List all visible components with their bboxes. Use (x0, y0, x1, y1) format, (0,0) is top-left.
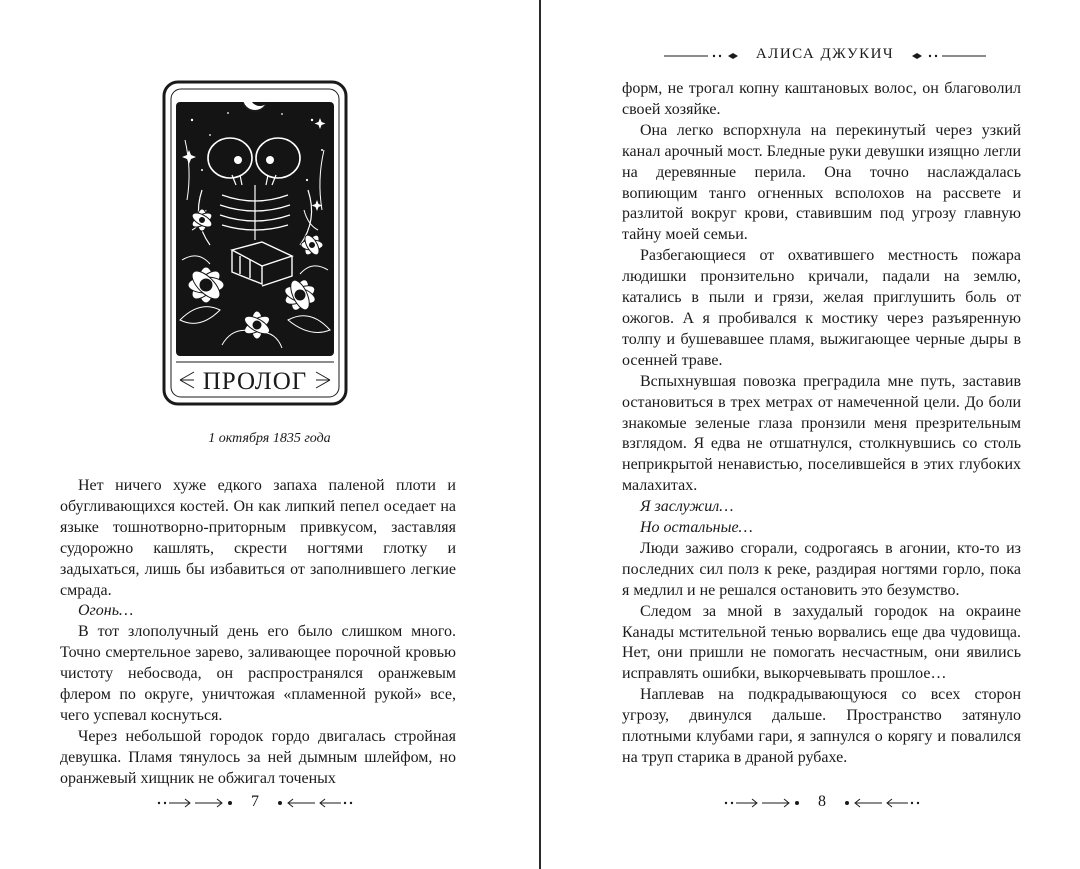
running-head-author: АЛИСА ДЖУКИЧ (755, 46, 895, 62)
page-number: 7 (251, 793, 259, 810)
paragraph-italic: Но остальные… (640, 519, 753, 537)
page-number: 8 (818, 793, 826, 810)
paragraph: Люди заживо сгорали, содрогаясь в агонии, кто-то из последних сил полз к реке, раздирая ногтями горло, пока я медлил и не решался остановить это безумство. (622, 539, 1021, 599)
right-page-body (622, 79, 1021, 769)
prologue-illustration (162, 80, 348, 406)
book-spine (539, 0, 541, 869)
tarot-card-icon (162, 80, 348, 406)
running-head (660, 46, 990, 66)
paragraph-italic: Я заслужил… (640, 498, 734, 516)
paragraph: Следом за мной в захудалый городок на окраине Канады мстительной тенью ворвались еще два чудовища. Нет, они пришли не помогать несчастным, они явились исправлять ошибки, выкорчевывать прошлое… (622, 602, 1021, 683)
paragraph: Она легко вспорхнула на перекинутый через узкий канал арочный мост. Бледные руки девушки изящно легли на деревянные перила. Она точно наслаждалась вопиющим танго огненных всполохов на рассвете и разлитой вокруг крови, ставившим под угрозу главную тайну моей семьи. (622, 121, 1021, 244)
left-page-body (60, 476, 456, 790)
paragraph-italic: Огонь… (78, 602, 134, 620)
paragraph: Нет ничего хуже едкого запаха паленой плоти и обугливающихся костей. Он как липкий пепел оседает на языке тошнотворно-приторным привкусом, заставляя судорожно кашлять, скрести ногтями глотку и задыхаться, лишь бы избавиться от заполнившего легкие смрада. (60, 477, 456, 599)
paragraph: Разбегающиеся от охватившего местность пожара людишки пронзительно кричали, падали на землю, катались в пыли и грязи, желая приглушить боль от ожогов. А я пробивался к мостику через разъяренную толпу и бушевавшее пламя, выжигающее черные дыры в осенней траве. (622, 247, 1021, 369)
paragraph: В тот злополучный день его было слишком много. Точно смертельное зарево, заливающее порочной кровью чистоту небосвода, он распространялся оранжевым флером по округе, уничтожая «пламенной рукой» все, чего успевал коснуться. (60, 623, 456, 724)
illustration-caption: ПРОЛОГ (202, 368, 308, 395)
paragraph-continued: форм, не трогал копну каштановых волос, он благоволил своей хозяйке. (622, 80, 1021, 118)
right-page-folio (722, 792, 922, 814)
prologue-date: 1 октября 1835 года (208, 431, 331, 446)
paragraph: Через небольшой городок гордо двигалась стройная девушка. Пламя тянулось за ней дымным шлейфом, но оранжевый хищник не обжигал точеных (60, 727, 456, 787)
paragraph: Наплевав на подкрадывающуюся со всех сторон угрозу, двинулся дальше. Пространство затянуло плотными клубами гари, я запнулся о корягу и повалился на труп старика в драной рубахе. (622, 686, 1021, 766)
paragraph: Вспыхнувшая повозка преградила мне путь, заставив остановиться в трех метрах от намеченной цели. До боли знакомые зеленые глаза пронзили меня презрительным взглядом. Я едва не отшатнулся, столкнувшись со столь неприкрытой ненавистью, поселившейся в этих глубоких малахитах. (622, 372, 1021, 495)
left-page-folio (155, 792, 355, 814)
